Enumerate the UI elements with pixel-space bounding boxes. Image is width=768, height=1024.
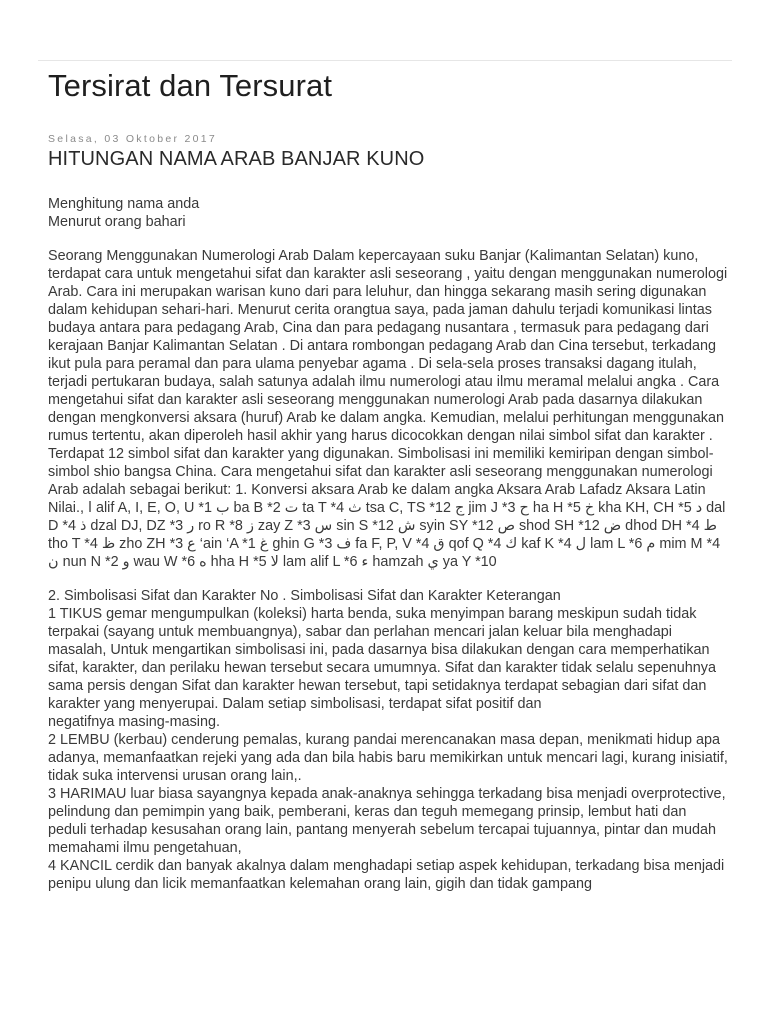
section-heading: 2. Simbolisasi Sifat dan Karakter No . Simbolisasi Sifat dan Karakter Keterangan — [48, 588, 561, 604]
symbol-entry: negatifnya masing-masing. — [48, 714, 220, 730]
post-date: Selasa, 03 Oktober 2017 — [48, 133, 218, 145]
intro-line: Menghitung nama anda — [48, 196, 200, 212]
header-divider — [38, 60, 732, 61]
post-body — [48, 195, 728, 893]
body-paragraph: Seorang Menggunakan Numerologi Arab Dalam kepercayaan suku Banjar (Kalimantan Selatan) kuno, terdapat cara untuk mengetahui sifat dan karakter asli seseorang , yaitu dengan menggunakan numerologi Arab. Cara ini merupakan warisan kuno dari para leluhur, dan hingga sekarang masih sering digunakan dalam kehidupan sehari-hari. Menurut cerita orangtua saya, pada jaman dahulu terjadi komunikasi lintas budaya antara para pedagang Arab, Cina dan para pedagang nusantara , termasuk para pedagang dari kerajaan Banjar Kalimantan Selatan . Di antara rombongan pedagang Arab dan Cina tersebut, terkadang ikut pula para peramal dan para ulama penyebar agama . Di sela-sela proses transaksi dagang itulah, terjadi pertukaran budaya, salah satunya adalah ilmu numerologi atau ilmu meramal melalui angka . Cara mengetahui sifat dan karakter asli seseorang menggunakan numerologi Arab pada dasarnya dilakukan dengan mengkonversi aksara (huruf) Arab ke dalam angka. Kemudian, melalui perhitungan menggunakan rumus tertentu, akan diperoleh hasil akhir yang harus dicocokkan dengan nilai simbol sifat dan karakter . Terdapat 12 simbol sifat dan karakter yang digunakan. Simbolisasi ini memiliki kemiripan dengan simbol-simbol shio bangsa China. Cara mengetahui sifat dan karakter asli seseorang menggunakan numerologi Arab adalah sebagai berikut: 1. Konversi aksara Arab ke dalam angka Aksara Arab Lafadz Aksara Latin Nilai., ا alif A, I, E, O, U *1 ب ba B *2 ت ta T *4 ث tsa C, TS *12 ج jim J *3 ح ha H *5 خ kha KH, CH *5 د dal D *4 ذ dzal DJ, DZ *3 ر ro R *8 ز zay Z *3 س sin S *12 ش syin SY *12 ص shod SH *12 ض dhod DH *4 ط tho T *4 ظ zho ZH *3 ع ‘ain ‘A *1 غ ghin G *3 ف fa F, P, V *4 ق qof Q *4 ك kaf K *4 ل lam L *6 م mim M *4 ن nun N *2 و wau W *6 ه hha H *5 لا lam alif L *6 ء hamzah ي ya Y *10 — [48, 248, 728, 570]
symbol-entry: 2 LEMBU (kerbau) cenderung pemalas, kurang pandai merencanakan masa depan, menikmati hidup apa adanya, memanfaatkan rejeki yang ada dan bila habis baru memikirkan untuk mencari lagi, kurang inisiatif, tidak suka intervensi urusan orang lain,. — [48, 732, 728, 784]
symbol-entry: pelindung dan pemimpin yang baik, pemberani, keras dan teguh memegang prinsip, lembut hati dan peduli terhadap kesusahan orang lain, pantang menyerah sebelum tercapai tujuannya, pintar dan mudah memahami ilmu pengetahuan, — [48, 804, 717, 856]
intro-line: Menurut orang bahari — [48, 214, 186, 230]
symbol-entry: 4 KANCIL cerdik dan banyak akalnya dalam menghadapi setiap aspek kehidupan, terkadang bisa menjadi penipu ulung dan licik memanfaatkan kelemahan orang lain, gigih dan tidak gampang — [48, 858, 725, 892]
blog-title[interactable]: Tersirat dan Tersurat — [48, 68, 333, 103]
post-title[interactable]: HITUNGAN NAMA ARAB BANJAR KUNO — [48, 148, 425, 170]
symbol-entry: 3 HARIMAU luar biasa sayangnya kepada anak-anaknya sehingga terkadang bisa menjadi overprotective, — [48, 786, 726, 802]
symbol-entry: 1 TIKUS gemar mengumpulkan (koleksi) harta benda, suka menyimpan barang meskipun sudah tidak terpakai (sayang untuk membuangnya), sabar dan perlahan mencari jalan keluar bila menghadapi masalah, Untuk mengartikan simbolisasi ini, pada dasarnya bisa dilakukan dengan cara memperhatikan sifat, karakter, dan perilaku hewan tersebut secara umumnya. Sifat dan karakter tidak selalu sepenuhnya sama persis dengan Sifat dan karakter hewan tersebut, tapi setidaknya terdapat sebagian dari sifat dan karakter yang menyerupai. Dalam setiap simbolisasi, terdapat sifat positif dan — [48, 606, 716, 712]
